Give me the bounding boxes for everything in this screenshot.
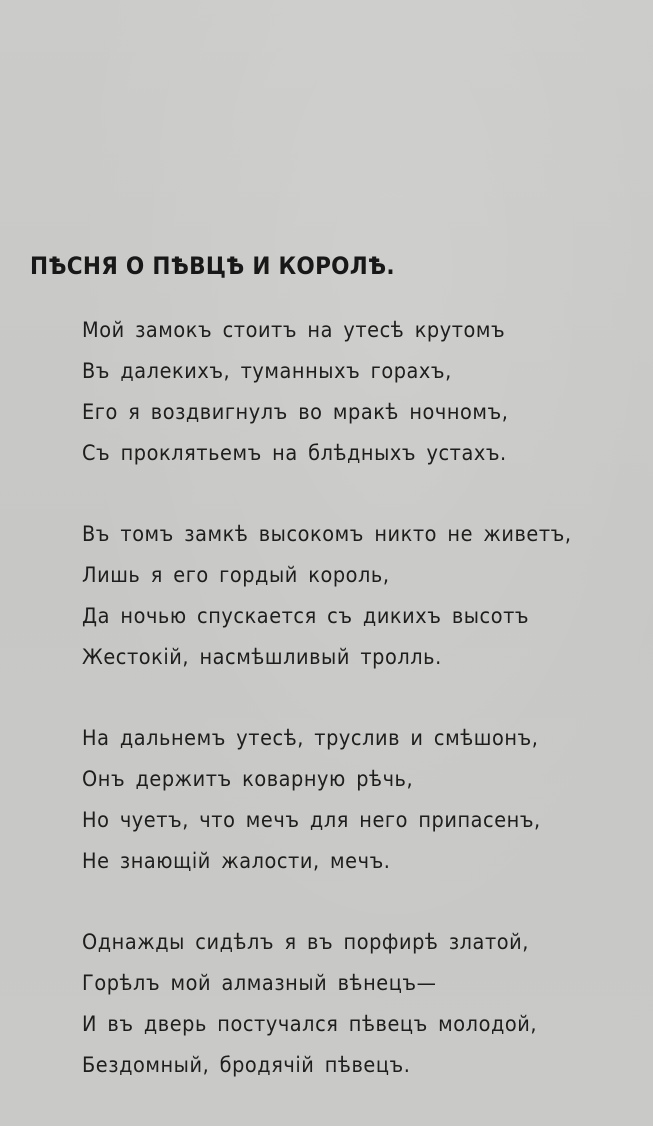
- stanza-4: [82, 922, 642, 1086]
- poem-line: Однажды сидѣлъ я въ порфирѣ златой,: [82, 930, 529, 954]
- poem-line: Въ далекихъ, туманныхъ горахъ,: [82, 359, 452, 383]
- poem-line: Жестокій, насмѣшливый тролль.: [82, 645, 442, 669]
- poem-line: Его я воздвигнулъ во мракѣ ночномъ,: [82, 400, 509, 424]
- poem-body: [82, 310, 642, 1126]
- stanza-2: [82, 514, 642, 678]
- poem-line: Да ночью спускается съ дикихъ высотъ: [82, 604, 530, 628]
- poem-line: И въ дверь постучался пѣвецъ молодой,: [82, 1012, 538, 1036]
- poem-line: На дальнемъ утесѣ, труслив и смѣшонъ,: [82, 726, 539, 750]
- poem-line: Лишь я его гордый король,: [82, 563, 390, 587]
- poem-line: Мой замокъ стоитъ на утесѣ крутомъ: [82, 318, 506, 342]
- stanza-3: [82, 718, 642, 882]
- poem-line: Не знающій жалости, мечъ.: [82, 849, 391, 873]
- stanza-1: [82, 310, 642, 474]
- poem-line: Горѣлъ мой алмазный вѣнецъ—: [82, 971, 437, 995]
- poem-line: Съ проклятьемъ на блѣдныхъ устахъ.: [82, 441, 507, 465]
- poem-title: ПѢСНЯ О ПѢВЦѢ И КОРОЛѢ.: [30, 252, 395, 280]
- poem-line: Въ томъ замкѣ высокомъ никто не живетъ,: [82, 522, 572, 546]
- poem-line: Онъ держитъ коварную рѣчь,: [82, 767, 414, 791]
- poem-line: Бездомный, бродячій пѣвецъ.: [82, 1053, 411, 1077]
- poem-line: Но чуетъ, что мечъ для него припасенъ,: [82, 808, 541, 832]
